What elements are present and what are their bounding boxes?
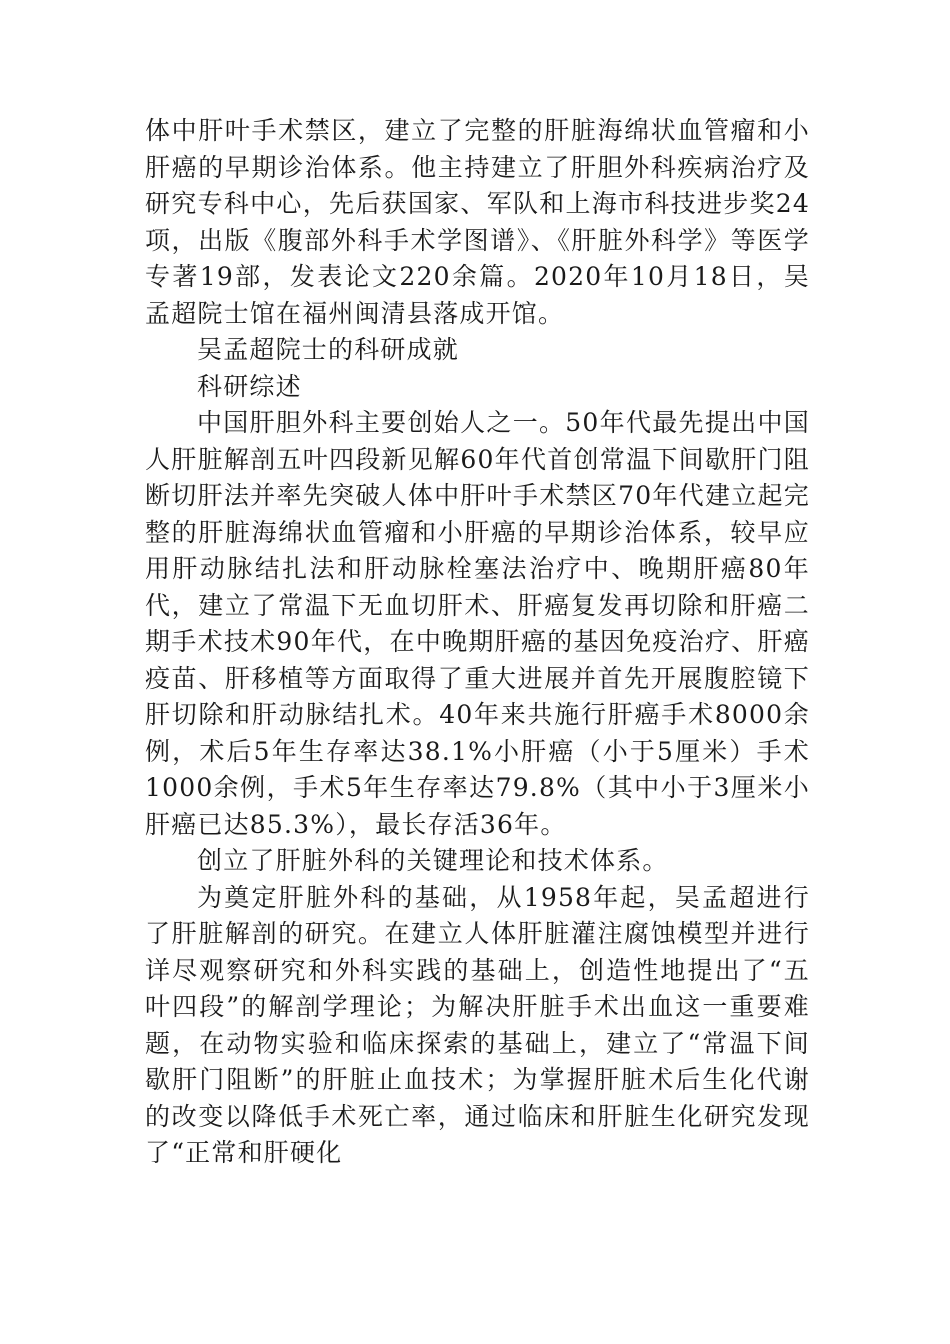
- body-paragraph-anatomy-research: 为奠定肝脏外科的基础，从1958年起，吴孟超进行了肝脏解剖的研究。在建立人体肝脏灌注腐蚀模型并进行详尽观察研究和外科实践的基础上，创造性地提出了“五叶四段”的解剖学理论；为解决肝脏手术出血这一重要难题，在动物实验和临床探索的基础上，建立了“常温下间歇肝门阻断”的肝脏止血技术；为掌握肝脏术后生化代谢的改变以降低手术死亡率，通过临床和肝脏生化研究发现了“正常和肝硬化: [145, 882, 810, 1167]
- body-paragraph-theory-heading: 创立了肝脏外科的关键理论和技术体系。: [197, 846, 669, 875]
- section-heading-achievements: 吴孟超院士的科研成就: [197, 335, 460, 364]
- section-subheading-overview: 科研综述: [197, 371, 302, 401]
- document-page: [145, 113, 810, 1172]
- body-paragraph-overview: 中国肝胆外科主要创始人之一。50年代最先提出中国人肝脏解剖五叶四段新见解60年代首创常温下间歇肝门阻断切肝法并率先突破人体中肝叶手术禁区70年代建立起完整的肝脏海绵状血管瘤和小肝癌的早期诊治体系，较早应用肝动脉结扎法和肝动脉栓塞法治疗中、晚期肝癌80年代，建立了常温下无血切肝术、肝癌复发再切除和肝癌二期手术技术90年代，在中晚期肝癌的基因免疫治疗、肝癌疫苗、肝移植等方面取得了重大进展并首先开展腹腔镜下肝切除和肝动脉结扎术。40年来共施行肝癌手术8000余例，术后5年生存率达38.1%小肝癌（小于5厘米）手术1000余例，手术5年生存率达79.8%（其中小于3厘米小肝癌已达85.3%），最长存活36年。: [145, 408, 810, 839]
- body-paragraph-continuation: 体中肝叶手术禁区，建立了完整的肝脏海绵状血管瘤和小肝癌的早期诊治体系。他主持建立了肝胆外科疾病治疗及研究专科中心，先后获国家、军队和上海市科技进步奖24项，出版《腹部外科手术学图谱》、《肝脏外科学》等医学专著19部，发表论文220余篇。2020年10月18日，吴孟超院士馆在福州闽清县落成开馆。: [145, 116, 810, 328]
